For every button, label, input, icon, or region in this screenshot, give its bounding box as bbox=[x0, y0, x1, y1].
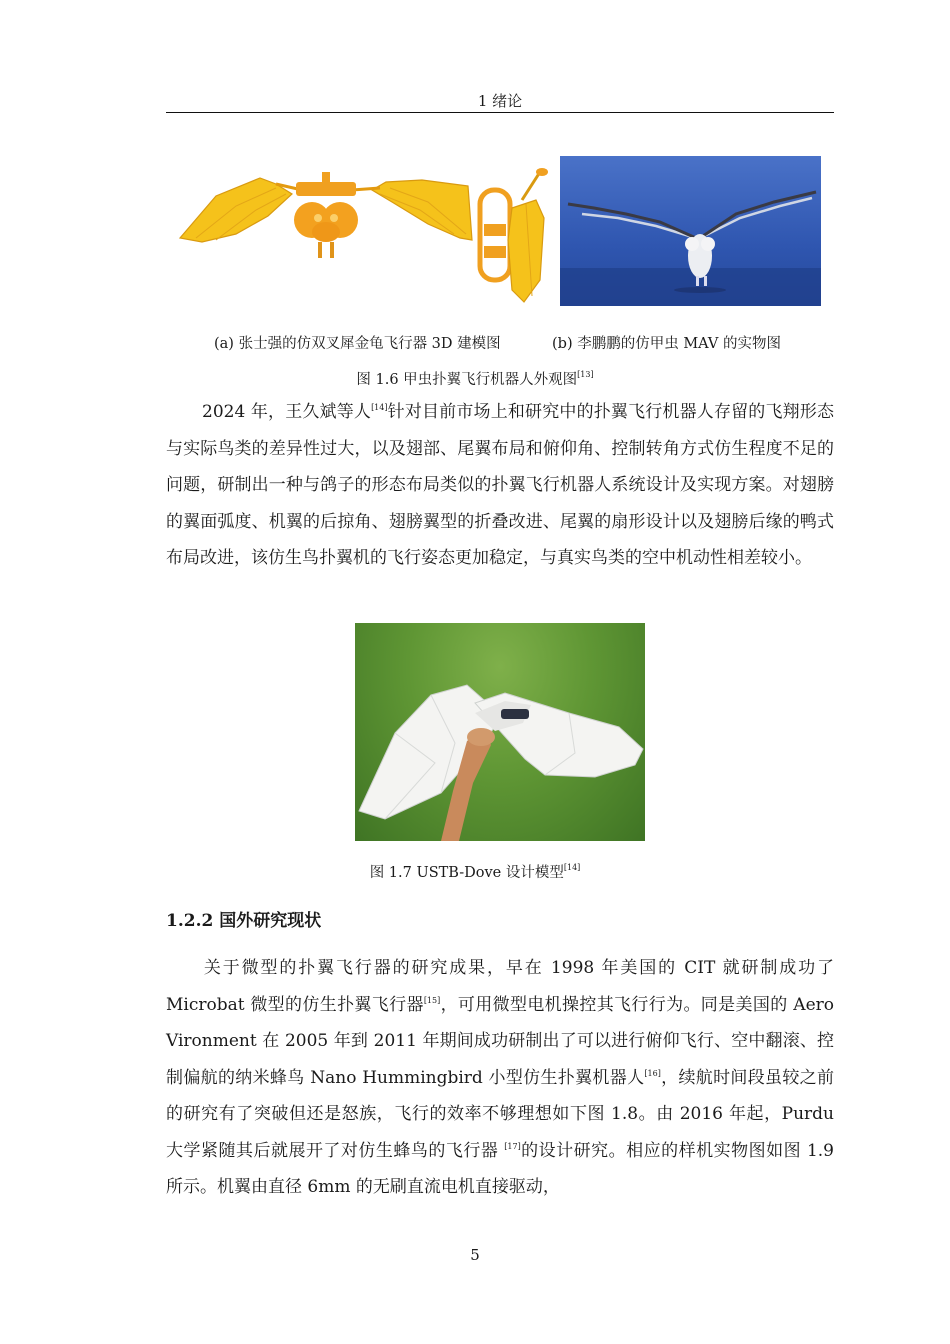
page-number: 5 bbox=[470, 1246, 480, 1264]
paragraph-2-part-4: 的设计研究。相应的样机实物图如图 1.9 所示。机翼由直径 6mm 的无刷直流电机直接驱动， bbox=[166, 1140, 834, 1197]
paragraph-1-lead: 2024 年，王久斌等人 bbox=[202, 402, 372, 422]
figure-1-6b-subcaption: (b) 李鹏鹏的仿甲虫 MAV 的实物图 bbox=[552, 336, 781, 352]
paragraph-pigeon-robot bbox=[166, 394, 834, 577]
figure-1-7-caption-text: 图 1.7 USTB-Dove 设计模型 bbox=[369, 865, 564, 881]
figure-1-6a-beetle-3d-model bbox=[176, 160, 556, 308]
paragraph-2-part-3: ，续航时间段虽较之前的研究有了突破但还是怒族，飞行的效率不够理想如下图 1.8。由 2016 年起，Purdu 大学紧随其后就展开了对仿生蜂鸟的飞行器 bbox=[166, 1067, 834, 1161]
figure-1-6-caption bbox=[0, 368, 950, 389]
figure-1-6a-subcaption: (a) 张士强的仿双叉犀金龟飞行器 3D 建模图 bbox=[214, 336, 501, 352]
page-header: 1 绪论 bbox=[477, 92, 523, 110]
figure-1-6-caption-text: 图 1.6 甲虫扑翼飞行机器人外观图 bbox=[356, 372, 578, 388]
figure-1-7-citation: [14] bbox=[563, 863, 581, 872]
citation-14: [14] bbox=[371, 403, 388, 412]
citation-17: [17] bbox=[504, 1141, 521, 1151]
figure-1-6-citation: [13] bbox=[577, 370, 594, 379]
paragraph-2-part-2: ，可用微型电机操控其飞行行为。同是美国的 Aero Vironment 在 2005 年到 2011 年期间成功研制出了可以进行俯仰飞行、空中翻滚、控制偏航的纳米蜂鸟 Nano Hummingbird 小型仿生扑翼机器人 bbox=[166, 994, 834, 1088]
citation-16: [16] bbox=[644, 1068, 661, 1078]
ustb-dove-photo-illustration bbox=[355, 623, 645, 841]
figure-1-7-caption bbox=[0, 861, 950, 882]
beetle-mav-photo-illustration bbox=[560, 156, 821, 306]
paragraph-1-text: 针对目前市场上和研究中的扑翼飞行机器人存留的飞翔形态与实际鸟类的差异性过大，以及翅部、尾翼布局和俯仰角、控制转角方式仿生程度不足的问题，研制出一种与鸽子的形态布局类似的扑翼飞行机器人系统设计及实现方案。对翅膀的翼面弧度、机翼的后掠角、翅膀翼型的折叠改进、尾翼的扇形设计以及翅膀后缘的鸭式布局改进，该仿生鸟扑翼机的飞行姿态更加稳定，与真实鸟类的空中机动性相差较小。 bbox=[166, 402, 834, 568]
section-heading: 1.2.2 国外研究现状 bbox=[166, 911, 322, 931]
paragraph-2-part-1: 关于微型的扑翼飞行器的研究成果，早在 1998 年美国的 CIT 就研制成功了 Microbat 微型的仿生扑翼飞行器 bbox=[166, 958, 834, 1015]
figure-1-7-ustb-dove-photo bbox=[355, 623, 645, 841]
beetle-3d-model-illustration bbox=[176, 160, 556, 308]
header-rule bbox=[166, 112, 834, 113]
citation-15: [15] bbox=[423, 995, 441, 1005]
figure-1-6b-beetle-mav-photo bbox=[560, 156, 821, 306]
paragraph-foreign-research bbox=[166, 950, 834, 1206]
